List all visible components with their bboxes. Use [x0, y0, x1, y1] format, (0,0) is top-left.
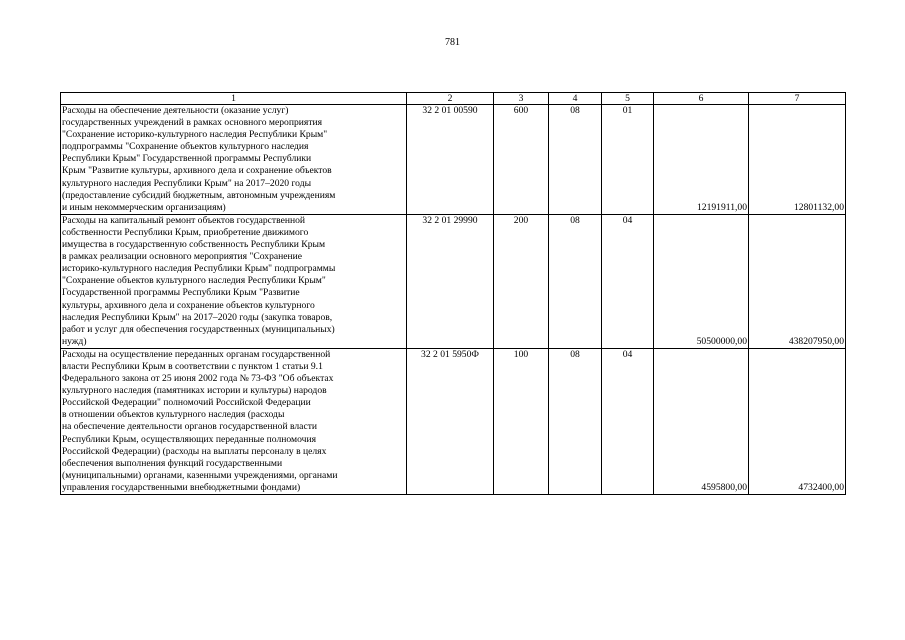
expense-description: [61, 105, 407, 215]
budget-code: 32 2 01 00590: [407, 105, 494, 215]
amount-col7: 4732400,00: [749, 348, 846, 494]
description-line: имущества в государственную собственность Республики Крым: [62, 239, 326, 251]
description-line: Федерального закона от 25 июня 2002 года № 73-ФЗ "Об объектах: [62, 373, 334, 385]
amount-col6: 12191911,00: [654, 105, 749, 215]
subsection-code: 01: [602, 105, 654, 215]
description-line: нужд): [62, 335, 87, 347]
amount-col6: 50500000,00: [654, 214, 749, 348]
description-line: "Сохранение историко-культурного наследия Республики Крым": [62, 129, 328, 141]
description-line: и иным некоммерческим организациям): [62, 201, 226, 213]
subsection-code: 04: [602, 214, 654, 348]
column-header-4: 4: [549, 93, 602, 105]
table-row: [61, 105, 846, 215]
description-line: (предоставление субсидий бюджетным, автономным учреждениям: [62, 189, 336, 201]
budget-code: 32 2 01 5950Ф: [407, 348, 494, 494]
description-line: Расходы на обеспечение деятельности (оказание услуг): [62, 105, 289, 116]
budget-code: 32 2 01 29990: [407, 214, 494, 348]
description-line: Расходы на капитальный ремонт объектов государственной: [62, 214, 306, 226]
description-line: (муниципальными) органами, казенными учреждениями, органами: [62, 469, 338, 481]
description-line: Республики Крым, осуществляющих переданные полномочия: [62, 433, 316, 445]
description-line: культурного наследия (памятниках истории и культуры) народов: [62, 385, 327, 397]
expense-type-code: 200: [494, 214, 549, 348]
section-code: 08: [549, 348, 602, 494]
description-line: собственности Республики Крым, приобретение движимого: [62, 226, 309, 238]
description-line: управления государственными внебюджетными фондами): [62, 481, 301, 493]
section-code: 08: [549, 105, 602, 215]
table-row: [61, 214, 846, 348]
amount-col6: 4595800,00: [654, 348, 749, 494]
description-line: власти Республики Крым в соответствии с пунктом 1 статьи 9.1: [62, 360, 323, 372]
description-line: работ и услуг для обеспечения государственных (муниципальных): [62, 323, 335, 335]
description-line: в отношении объектов культурного наследия (расходы: [62, 409, 285, 421]
description-line: наследия Республики Крым" на 2017–2020 годы (закупка товаров,: [62, 311, 333, 323]
budget-table: [60, 92, 846, 495]
column-header-7: 7: [749, 93, 846, 105]
subsection-code: 04: [602, 348, 654, 494]
description-line: в рамках реализации основного мероприятия "Сохранение: [62, 251, 303, 263]
description-line: Российской Федерации" полномочий Российской Федерации: [62, 397, 311, 409]
expense-description: [61, 348, 407, 494]
description-line: Республики Крым" Государственной программы Республики: [62, 153, 312, 165]
header-row: [61, 93, 846, 105]
section-code: 08: [549, 214, 602, 348]
expense-type-code: 600: [494, 105, 549, 215]
description-line: подпрограммы "Сохранение объектов культурного наследия: [62, 141, 309, 153]
description-line: Крым "Развитие культуры, архивного дела и сохранение объектов: [62, 165, 332, 177]
description-line: культурного наследия Республики Крым" на 2017–2020 годы: [62, 177, 312, 189]
column-header-2: 2: [407, 93, 494, 105]
column-header-1: 1: [61, 93, 407, 105]
description-line: Государственной программы Республики Крым "Развитие: [62, 287, 300, 299]
description-line: "Сохранение объектов культурного наследия Республики Крым": [62, 275, 326, 287]
description-line: государственных учреждений в рамках основного мероприятия: [62, 117, 323, 129]
page-number: 781: [445, 37, 460, 48]
description-line: Российской Федерации) (расходы на выплаты персоналу в целях: [62, 445, 327, 457]
description-line: культуры, архивного дела и сохранение объектов культурного: [62, 299, 315, 311]
description-line: на обеспечение деятельности органов государственной власти: [62, 421, 318, 433]
description-line: историко-культурного наследия Республики Крым" подпрограммы: [62, 263, 336, 275]
description-line: Расходы на осуществление переданных органам государственной: [62, 348, 331, 360]
column-header-5: 5: [602, 93, 654, 105]
description-line: обеспечения выполнения функций государственными: [62, 457, 283, 469]
amount-col7: 438207950,00: [749, 214, 846, 348]
expense-type-code: 100: [494, 348, 549, 494]
expense-description: [61, 214, 407, 348]
column-header-6: 6: [654, 93, 749, 105]
column-header-3: 3: [494, 93, 549, 105]
table-row: [61, 348, 846, 494]
amount-col7: 12801132,00: [749, 105, 846, 215]
